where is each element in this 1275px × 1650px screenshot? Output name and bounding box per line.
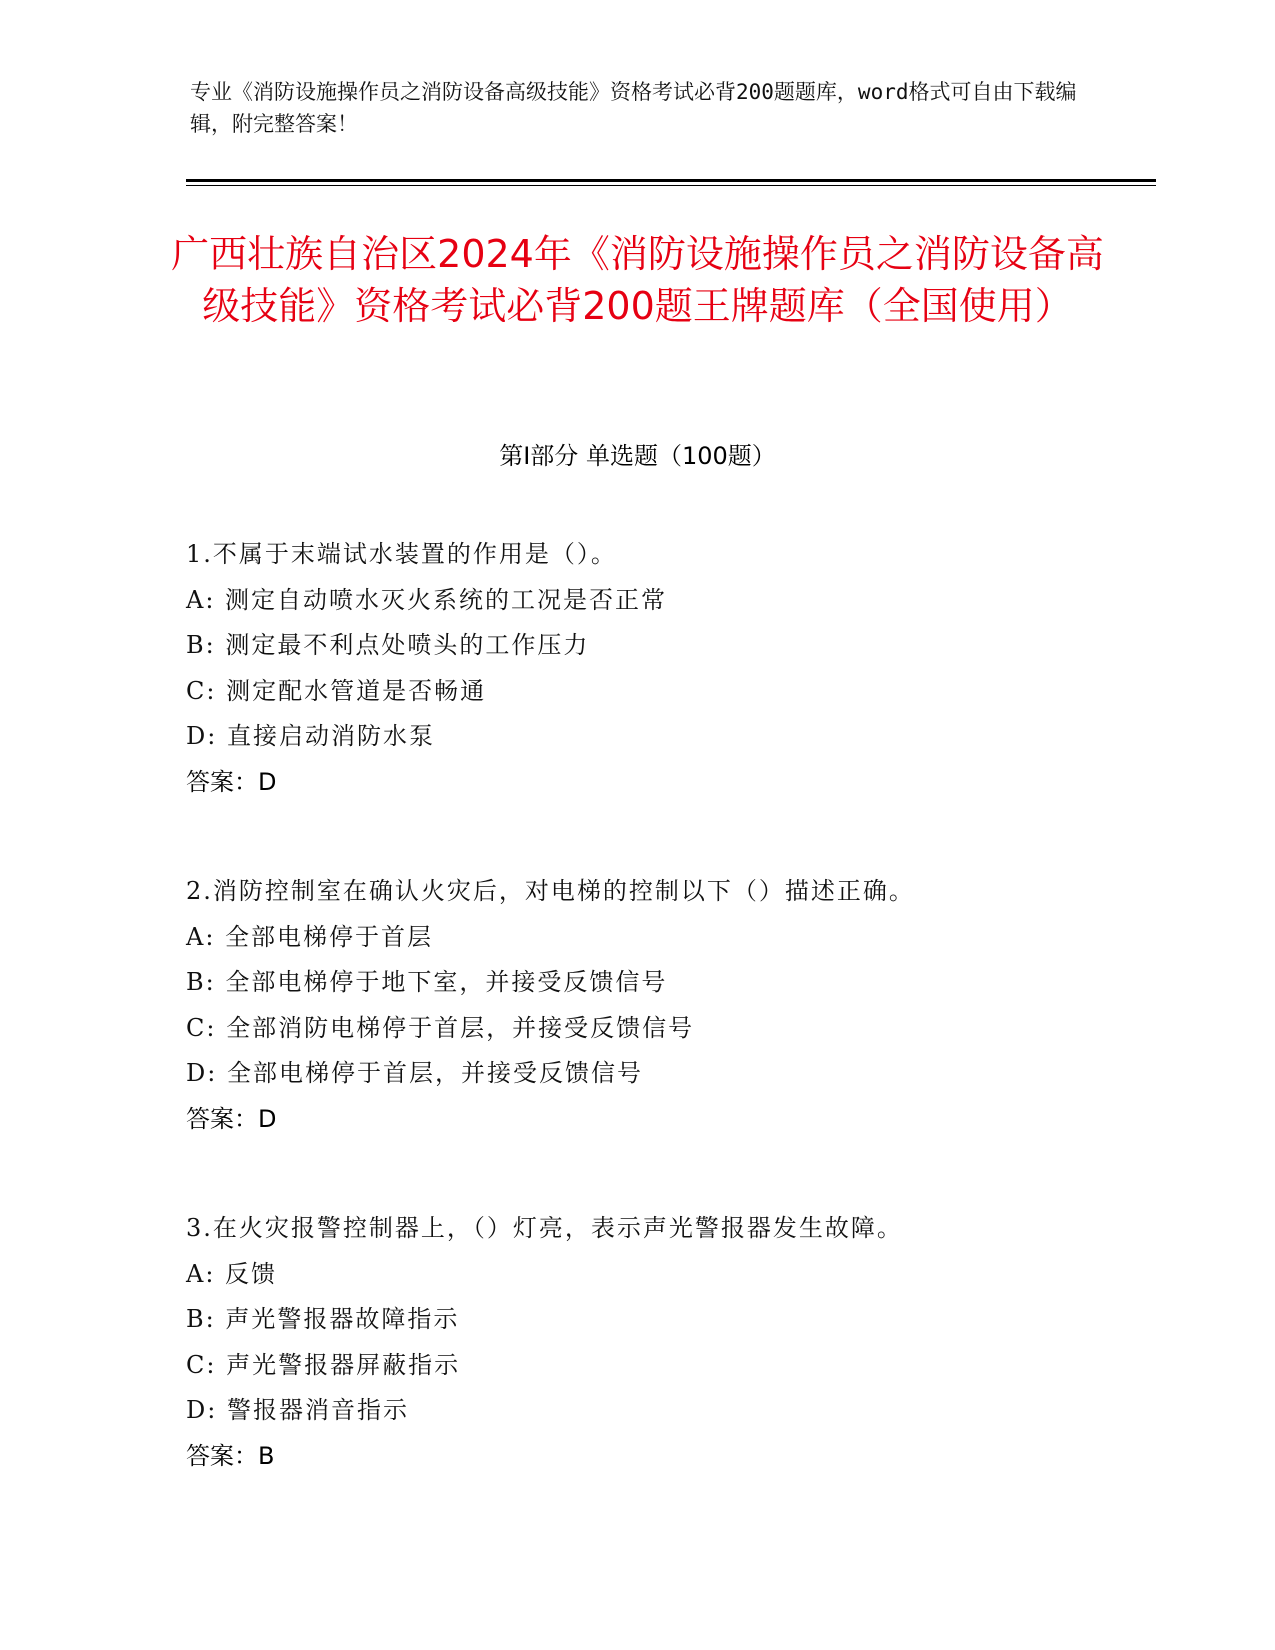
- option-b: B: 测定最不利点处喷头的工作压力: [186, 631, 590, 659]
- header-note: 专业《消防设施操作员之消防设备高级技能》资格考试必背200题题库，word格式可自由下载编辑，附完整答案！: [190, 80, 1077, 136]
- question-stem: 1.不属于末端试水装置的作用是（）。: [186, 540, 617, 568]
- section-title: 第Ⅰ部分 单选题（100题）: [499, 442, 776, 470]
- option-b: B: 声光警报器故障指示: [186, 1305, 460, 1333]
- option-a: A: 测定自动喷水灭火系统的工况是否正常: [186, 585, 668, 614]
- option-c: C: 测定配水管道是否畅通: [186, 676, 487, 705]
- question-3: [186, 1206, 1086, 1479]
- answer: 答案：D: [186, 1104, 277, 1133]
- answer: 答案：D: [186, 767, 277, 796]
- option-d: D: 全部电梯停于首层，并接受反馈信号: [186, 1059, 643, 1087]
- option-b: B: 全部电梯停于地下室，并接受反馈信号: [186, 968, 668, 996]
- header-divider-thin: [186, 185, 1156, 186]
- option-d: D: 直接启动消防水泵: [186, 722, 435, 750]
- question-stem: 2.消防控制室在确认火灾后，对电梯的控制以下（）描述正确。: [186, 877, 915, 905]
- option-a: A: 全部电梯停于首层: [186, 922, 434, 951]
- document-title: 广西壮族自治区2024年《消防设施操作员之消防设备高级技能》资格考试必背200题王牌题库（全国使用）: [171, 232, 1104, 328]
- option-d: D: 警报器消音指示: [186, 1396, 409, 1424]
- answer: 答案：B: [186, 1441, 275, 1470]
- option-a: A: 反馈: [186, 1259, 278, 1288]
- option-c: C: 声光警报器屏蔽指示: [186, 1350, 461, 1379]
- question-1: [186, 532, 1086, 805]
- question-stem: 3.在火灾报警控制器上，（）灯亮，表示声光警报器发生故障。: [186, 1214, 903, 1242]
- question-2: [186, 869, 1086, 1142]
- header-divider-thick: [186, 179, 1156, 182]
- question-list: [186, 532, 1086, 1543]
- option-c: C: 全部消防电梯停于首层，并接受反馈信号: [186, 1013, 695, 1042]
